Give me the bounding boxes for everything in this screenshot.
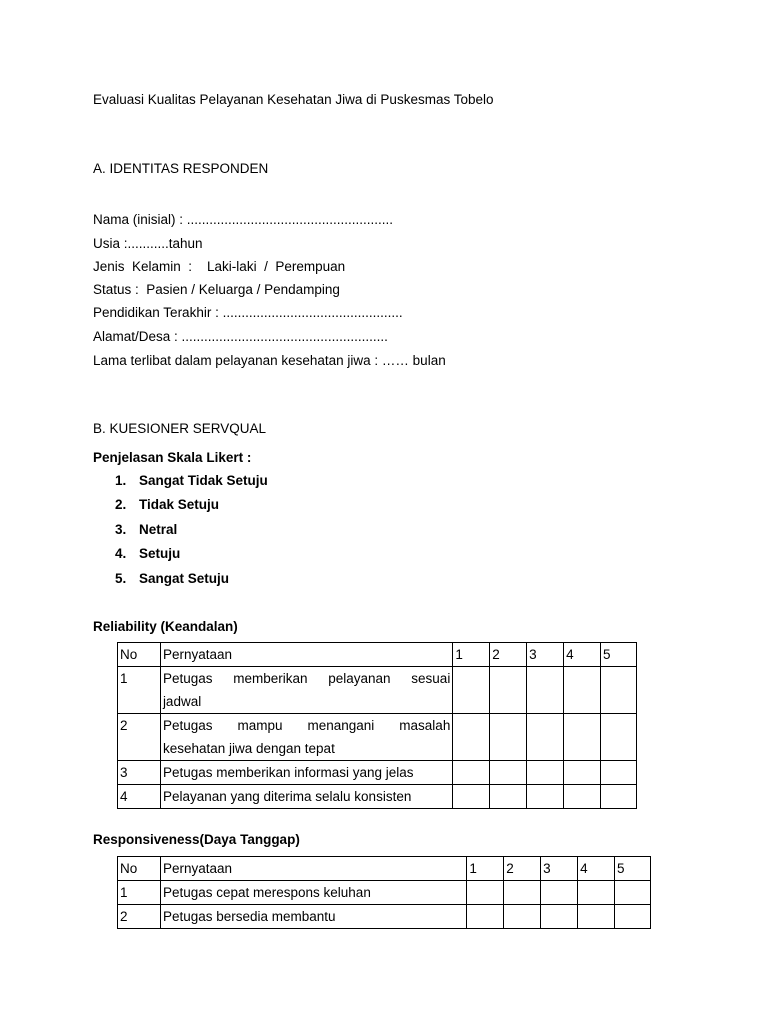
row-no: 2 [118,905,161,929]
score-cell[interactable] [601,761,637,785]
score-cell[interactable] [504,905,541,929]
row-statement: Petugas bersedia membantu [160,905,466,929]
table-header-row [118,643,637,667]
score-cell[interactable] [453,785,490,809]
score-cell[interactable] [527,785,564,809]
score-cell[interactable] [615,905,651,929]
responsiveness-title: Responsiveness(Daya Tanggap) [93,832,300,847]
score-cell[interactable] [467,881,504,905]
header-pernyataan: Pernyataan [160,857,466,881]
score-cell[interactable] [490,714,527,761]
table-header-row [118,857,651,881]
likert-item: 1. Sangat Tidak Setuju [115,473,268,488]
score-cell[interactable] [453,667,490,714]
score-cell[interactable] [578,881,615,905]
header-no: No [118,643,161,667]
field-nama: Nama (inisial) : ....................................................... [93,212,394,227]
header-score-4: 4 [578,857,615,881]
score-cell[interactable] [615,881,651,905]
field-pendidikan: Pendidikan Terakhir : ................................................ [93,305,403,320]
reliability-table [117,642,637,809]
likert-item: 4. Setuju [115,546,181,562]
header-no: No [118,857,161,881]
score-cell[interactable] [467,905,504,929]
header-score-1: 1 [453,643,490,667]
header-score-2: 2 [504,857,541,881]
score-cell[interactable] [578,905,615,929]
field-usia: Usia :...........tahun [93,236,203,251]
likert-item: 3. Netral [115,521,178,537]
section-a-heading: A. IDENTITAS RESPONDEN [93,161,269,176]
score-cell[interactable] [541,905,578,929]
score-cell[interactable] [453,761,490,785]
score-cell[interactable] [601,785,637,809]
score-cell[interactable] [601,667,637,714]
score-cell[interactable] [564,667,601,714]
header-score-5: 5 [615,857,651,881]
field-jenis-kelamin: Jenis Kelamin : Laki-laki / Perempuan [93,259,346,274]
score-cell[interactable] [527,667,564,714]
table-row [118,667,637,714]
score-cell[interactable] [527,761,564,785]
reliability-title: Reliability (Keandalan) [93,619,238,634]
score-cell[interactable] [541,881,578,905]
likert-heading: Penjelasan Skala Likert : [93,450,252,465]
row-no: 1 [118,881,161,905]
likert-item: 5. Sangat Setuju [115,570,230,586]
row-statement: Petugas mampu menangani masalah kesehatan jiwa dengan tepat [160,714,452,761]
row-statement: Petugas memberikan informasi yang jelas [160,761,452,785]
score-cell[interactable] [490,667,527,714]
row-no: 1 [118,667,161,714]
header-score-3: 3 [527,643,564,667]
row-no: 3 [118,761,161,785]
field-lama-terlibat: Lama terlibat dalam pelayanan kesehatan jiwa : …… bulan [93,353,446,368]
row-statement: Petugas cepat merespons keluhan [160,881,466,905]
header-score-4: 4 [564,643,601,667]
header-score-3: 3 [541,857,578,881]
score-cell[interactable] [490,785,527,809]
table-row [118,785,637,809]
table-row [118,761,637,785]
table-row [118,881,651,905]
score-cell[interactable] [453,714,490,761]
responsiveness-table [117,856,651,929]
likert-list [115,473,268,595]
row-no: 2 [118,714,161,761]
score-cell[interactable] [527,714,564,761]
header-score-2: 2 [490,643,527,667]
table-row [118,714,637,761]
section-b-heading: B. KUESIONER SERVQUAL [93,421,267,436]
document-title: Evaluasi Kualitas Pelayanan Kesehatan Jiwa di Puskesmas Tobelo [93,92,494,107]
row-statement: Petugas memberikan pelayanan sesuai jadwal [160,667,452,714]
row-statement: Pelayanan yang diterima selalu konsisten [160,785,452,809]
score-cell[interactable] [564,785,601,809]
likert-item: 2. Tidak Setuju [115,497,220,513]
score-cell[interactable] [504,881,541,905]
score-cell[interactable] [564,761,601,785]
score-cell[interactable] [490,761,527,785]
field-status: Status : Pasien / Keluarga / Pendamping [93,282,340,297]
row-no: 4 [118,785,161,809]
table-row [118,905,651,929]
header-score-5: 5 [601,643,637,667]
score-cell[interactable] [601,714,637,761]
header-pernyataan: Pernyataan [160,643,452,667]
field-alamat: Alamat/Desa : ....................................................... [93,329,388,344]
score-cell[interactable] [564,714,601,761]
header-score-1: 1 [467,857,504,881]
